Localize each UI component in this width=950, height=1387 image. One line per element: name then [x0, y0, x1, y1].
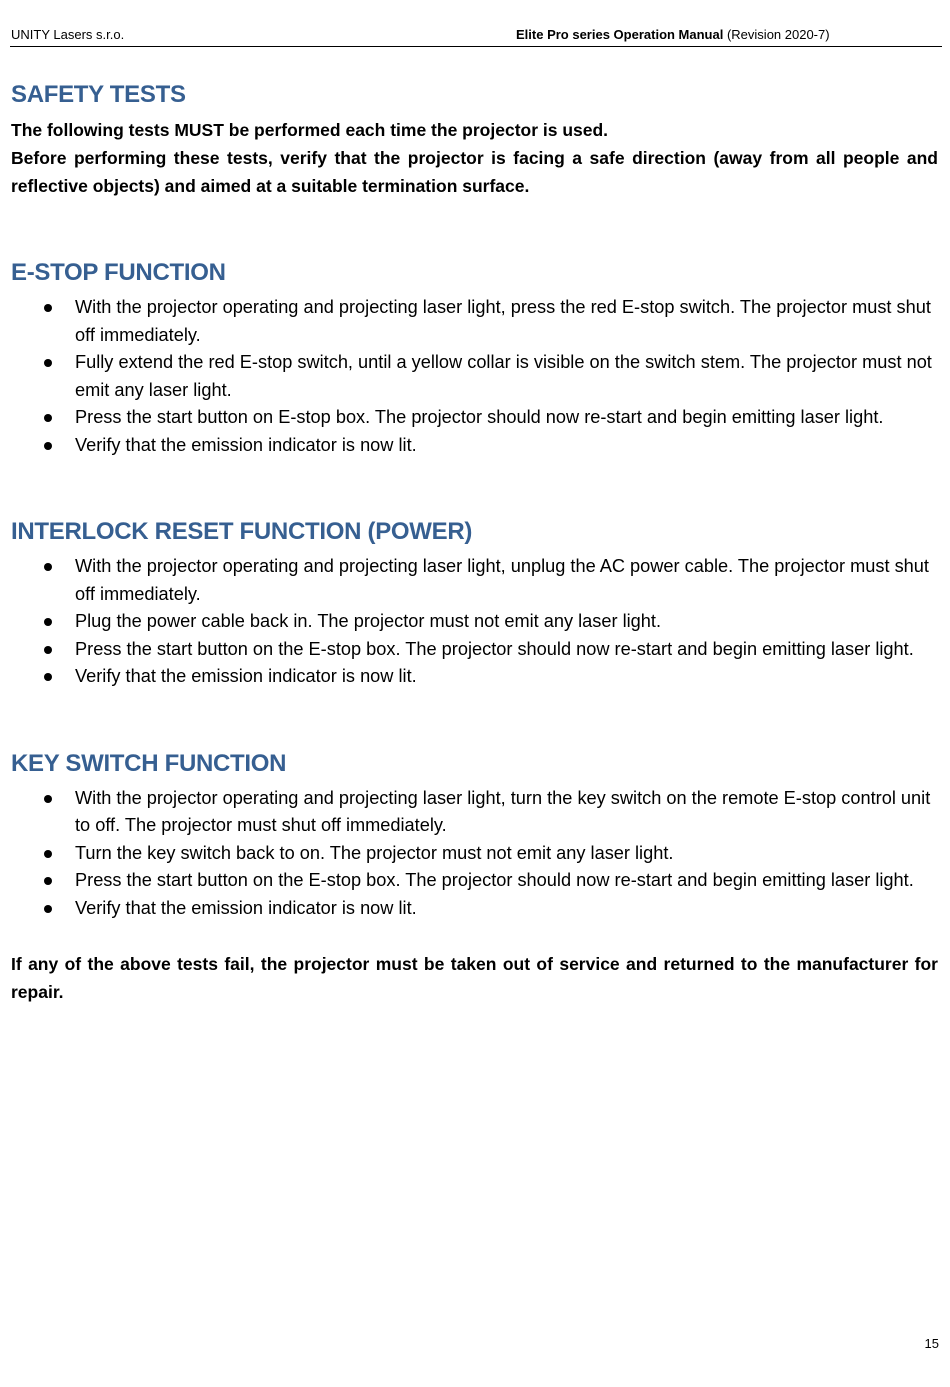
- section-heading: INTERLOCK RESET FUNCTION (POWER): [11, 518, 473, 545]
- list-item: [11, 608, 938, 636]
- bullet-icon: [44, 905, 52, 913]
- bullet-icon: [44, 877, 52, 885]
- bullet-icon: [44, 359, 52, 367]
- list-item-text: Press the start button on the E-stop box. The projector should now re-start and begin emitting laser light.: [75, 638, 914, 659]
- bullet-list: [11, 294, 938, 459]
- intro-line-1: The following tests MUST be performed each time the projector is used.: [11, 120, 609, 140]
- list-item-text: Plug the power cable back in. The projector must not emit any laser light.: [75, 611, 662, 631]
- list-item-text: Verify that the emission indicator is now lit.: [75, 666, 417, 686]
- list-item: [11, 867, 938, 895]
- list-item: [11, 663, 938, 691]
- header-manual-name: Elite Pro series Operation Manual: [516, 27, 724, 42]
- closing-warning: If any of the above tests fail, the projector must be taken out of service and returned to the manufacturer for repair.: [11, 954, 938, 1002]
- list-item: [11, 553, 938, 608]
- header-manual-title: [516, 26, 830, 44]
- bullet-icon: [44, 673, 52, 681]
- page-number: 15: [924, 1336, 939, 1351]
- bullet-icon: [44, 414, 52, 422]
- list-item: [11, 294, 938, 349]
- safety-tests-heading: SAFETY TESTS: [11, 81, 186, 108]
- list-item-text: Verify that the emission indicator is now lit.: [75, 434, 417, 455]
- bullet-icon: [44, 563, 52, 571]
- bullet-icon: [44, 618, 52, 626]
- list-item-text: With the projector operating and projecting laser light, turn the key switch on the remote E-stop control unit to off. The projector must shut off immediately.: [75, 787, 931, 835]
- page-content: [11, 78, 938, 1024]
- bullet-icon: [44, 795, 52, 803]
- list-item: [11, 895, 938, 923]
- safety-tests-intro: [11, 116, 938, 200]
- bullet-icon: [44, 646, 52, 654]
- bullet-list: [11, 785, 938, 923]
- list-item-text: Turn the key switch back to on. The projector must not emit any laser light.: [75, 842, 674, 863]
- page-header: [10, 26, 942, 47]
- header-revision: (Revision 2020-7): [726, 27, 830, 42]
- section-key-switch-function: [11, 747, 938, 923]
- list-item: [11, 636, 938, 664]
- section-estop-function: [11, 256, 938, 459]
- section-heading: KEY SWITCH FUNCTION: [11, 749, 287, 777]
- header-company: UNITY Lasers s.r.o.: [11, 27, 125, 42]
- list-item: [11, 432, 938, 460]
- bullet-icon: [44, 442, 52, 450]
- section-heading: E-STOP FUNCTION: [11, 259, 226, 286]
- bullet-icon: [44, 304, 52, 312]
- list-item-text: Fully extend the red E-stop switch, until a yellow collar is visible on the switch stem. The projector must not emit any laser light.: [75, 352, 932, 400]
- list-item-text: Press the start button on the E-stop box. The projector should now re-start and begin emitting laser light.: [75, 870, 914, 890]
- intro-line-2: Before performing these tests, verify that the projector is facing a safe direction (away from all people and reflective objects) and aimed at a suitable termination surface.: [11, 148, 938, 196]
- list-item: [11, 404, 938, 432]
- list-item-text: Press the start button on E-stop box. The projector should now re-start and begin emitting laser light.: [75, 407, 884, 427]
- list-item: [11, 840, 938, 868]
- list-item-text: Verify that the emission indicator is now lit.: [75, 897, 417, 918]
- list-item: [11, 349, 938, 404]
- bullet-icon: [44, 850, 52, 858]
- list-item: [11, 785, 938, 840]
- section-interlock-reset-function: [11, 515, 938, 691]
- list-item-text: With the projector operating and projecting laser light, press the red E-stop switch. The projector must shut off immediately.: [75, 297, 931, 345]
- list-item-text: With the projector operating and projecting laser light, unplug the AC power cable. The projector must shut off immediately.: [75, 556, 929, 604]
- bullet-list: [11, 553, 938, 691]
